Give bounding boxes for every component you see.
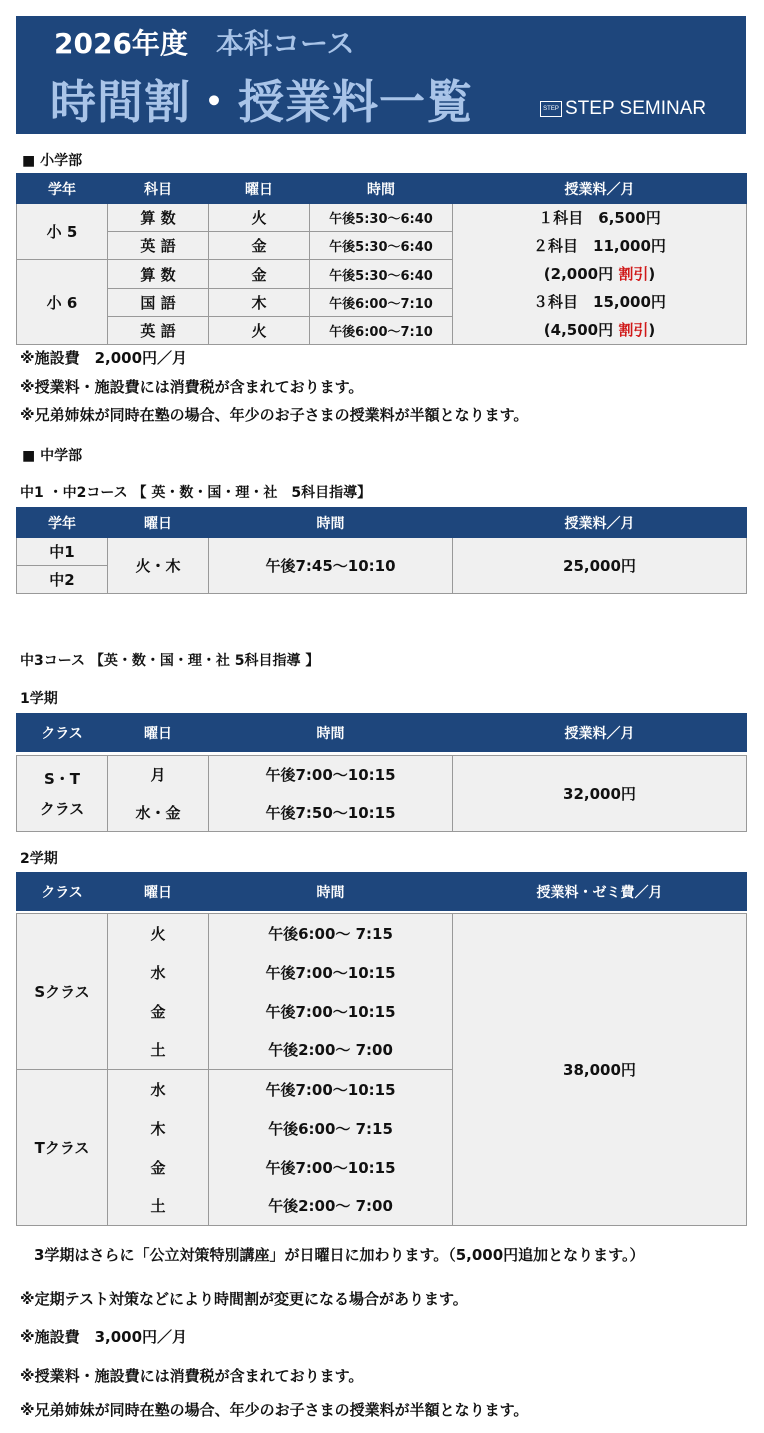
class-cell: Sクラス [17,914,108,1070]
term1-label: 1学期 [20,691,58,707]
day-cell: 水・金 [108,794,209,832]
subject-cell: 算 数 [108,204,209,232]
header-subject: 科目 [108,174,209,204]
header-fee: 授業料／月 [453,174,747,204]
course-3-heading: 中3コース 【英・数・国・理・社 5科目指導 】 [20,653,320,669]
class-name: S・T [43,769,81,788]
discount-close: ) [648,321,656,339]
note-facility-fee: ※施設費 3,000円／月 [20,1328,188,1346]
brand-name: STEP SEMINAR [565,98,707,119]
discount-close: ) [648,265,656,283]
grade-cell: 小 5 [17,204,108,260]
time-cell: 午後7:00～10:15 [209,1070,453,1109]
header-time: 時間 [209,714,453,752]
subject-cell: 英 語 [108,232,209,260]
day-cell: 火・木 [108,538,209,594]
fee-cell: 25,000円 [453,538,747,594]
discount-label: 割引 [618,265,649,283]
subject-cell: 算 数 [108,260,209,289]
day-cell: 金 [209,260,310,289]
section-elementary: ■ 小学部 [22,153,83,169]
discount-label: 割引 [618,321,649,339]
day-cell: 土 [108,1031,209,1070]
header-time: 時間 [209,508,453,538]
time-cell: 午後2:00～ 7:00 [209,1187,453,1226]
term2-table [16,872,747,1226]
class-suffix: クラス [39,799,85,818]
section-junior: ■ 中学部 [22,448,83,464]
table-row [17,756,747,794]
time-cell: 午後7:00～10:15 [209,953,453,992]
grade-cell: 中1 [17,538,108,566]
header-grade: 学年 [17,174,108,204]
header-fee: 授業料／月 [453,508,747,538]
header-time: 時間 [209,873,453,911]
header-time: 時間 [310,174,453,204]
day-cell: 月 [108,756,209,794]
note-tax: ※授業料・施設費には消費税が含まれております。 [20,378,364,396]
time-cell: 午後6:00～7:10 [310,289,453,317]
junior-12-table [16,507,747,594]
header-day: 曜日 [108,508,209,538]
fee-three-discount [453,316,746,344]
time-cell: 午後7:00～10:15 [209,992,453,1031]
day-cell: 木 [209,289,310,317]
time-cell: 午後5:30～6:40 [310,204,453,232]
note-facility-fee: ※施設費 2,000円／月 [20,349,188,367]
course-12-heading: 中1 ・中2コース 【 英・数・国・理・社 5科目指導】 [20,485,372,501]
day-cell: 水 [108,953,209,992]
day-cell: 土 [108,1187,209,1226]
term1-table [16,713,747,832]
day-cell: 木 [108,1109,209,1148]
table-row [17,538,747,566]
table-row [17,914,747,953]
time-cell: 午後7:50～10:15 [209,794,453,832]
time-cell: 午後5:30～6:40 [310,232,453,260]
title-separator: ・ [191,75,238,129]
discount-amount: (2,000円 [543,265,619,283]
class-cell [17,756,108,832]
table-row [17,204,747,232]
fee-three-subjects: ３科目 15,000円 [533,293,666,311]
day-cell: 金 [108,1148,209,1187]
note-term3: 3学期はさらに「公立対策特別講座」が日曜日に加わります。（5,000円追加となります。） [34,1246,645,1264]
title-part-fees: 授業料一覧 [238,75,473,129]
time-cell: 午後5:30～6:40 [310,260,453,289]
header-class: クラス [17,873,108,911]
year-label: 2026年度 [54,27,188,60]
brand-logo [540,98,706,120]
day-cell: 金 [209,232,310,260]
grade-cell: 小 6 [17,260,108,345]
fee-cell [453,204,747,345]
term2-label: 2学期 [20,851,58,867]
day-cell: 火 [209,317,310,345]
course-label: 本科コース [215,27,355,60]
header-day: 曜日 [108,714,209,752]
day-cell: 金 [108,992,209,1031]
time-cell: 午後7:00～10:15 [209,1148,453,1187]
time-cell: 午後7:00～10:15 [209,756,453,794]
note-tax: ※授業料・施設費には消費税が含まれております。 [20,1367,364,1385]
header-fee: 授業料／月 [453,714,747,752]
header-banner [16,16,746,134]
class-cell: Tクラス [17,1070,108,1226]
day-cell: 水 [108,1070,209,1109]
brand-mark-icon: STEP [540,101,562,117]
time-cell: 午後2:00～ 7:00 [209,1031,453,1070]
fee-two-subjects: ２科目 11,000円 [533,237,666,255]
page-title [50,66,473,132]
grade-cell: 中2 [17,566,108,594]
header-fee: 授業料・ゼミ費／月 [453,873,747,911]
header-day: 曜日 [209,174,310,204]
note-sibling: ※兄弟姉妹が同時在塾の場合、年少のお子さまの授業料が半額となります。 [20,406,529,424]
day-cell: 火 [209,204,310,232]
time-cell: 午後6:00～7:10 [310,317,453,345]
header-class: クラス [17,714,108,752]
fee-cell: 38,000円 [453,914,747,1226]
note-schedule-change: ※定期テスト対策などにより時間割が変更になる場合があります。 [20,1290,468,1308]
title-part-timetable: 時間割 [50,75,191,129]
discount-amount: (4,500円 [543,321,619,339]
header-grade: 学年 [17,508,108,538]
subject-cell: 国 語 [108,289,209,317]
time-cell: 午後7:45～10:10 [209,538,453,594]
time-cell: 午後6:00～ 7:15 [209,914,453,953]
elementary-table [16,173,747,345]
subject-cell: 英 語 [108,317,209,345]
time-cell: 午後6:00～ 7:15 [209,1109,453,1148]
fee-one-subject: １科目 6,500円 [538,209,661,227]
fee-cell: 32,000円 [453,756,747,832]
note-sibling: ※兄弟姉妹が同時在塾の場合、年少のお子さまの授業料が半額となります。 [20,1401,529,1419]
header-day: 曜日 [108,873,209,911]
day-cell: 火 [108,914,209,953]
course-heading [54,22,355,62]
fee-two-discount [453,260,746,288]
